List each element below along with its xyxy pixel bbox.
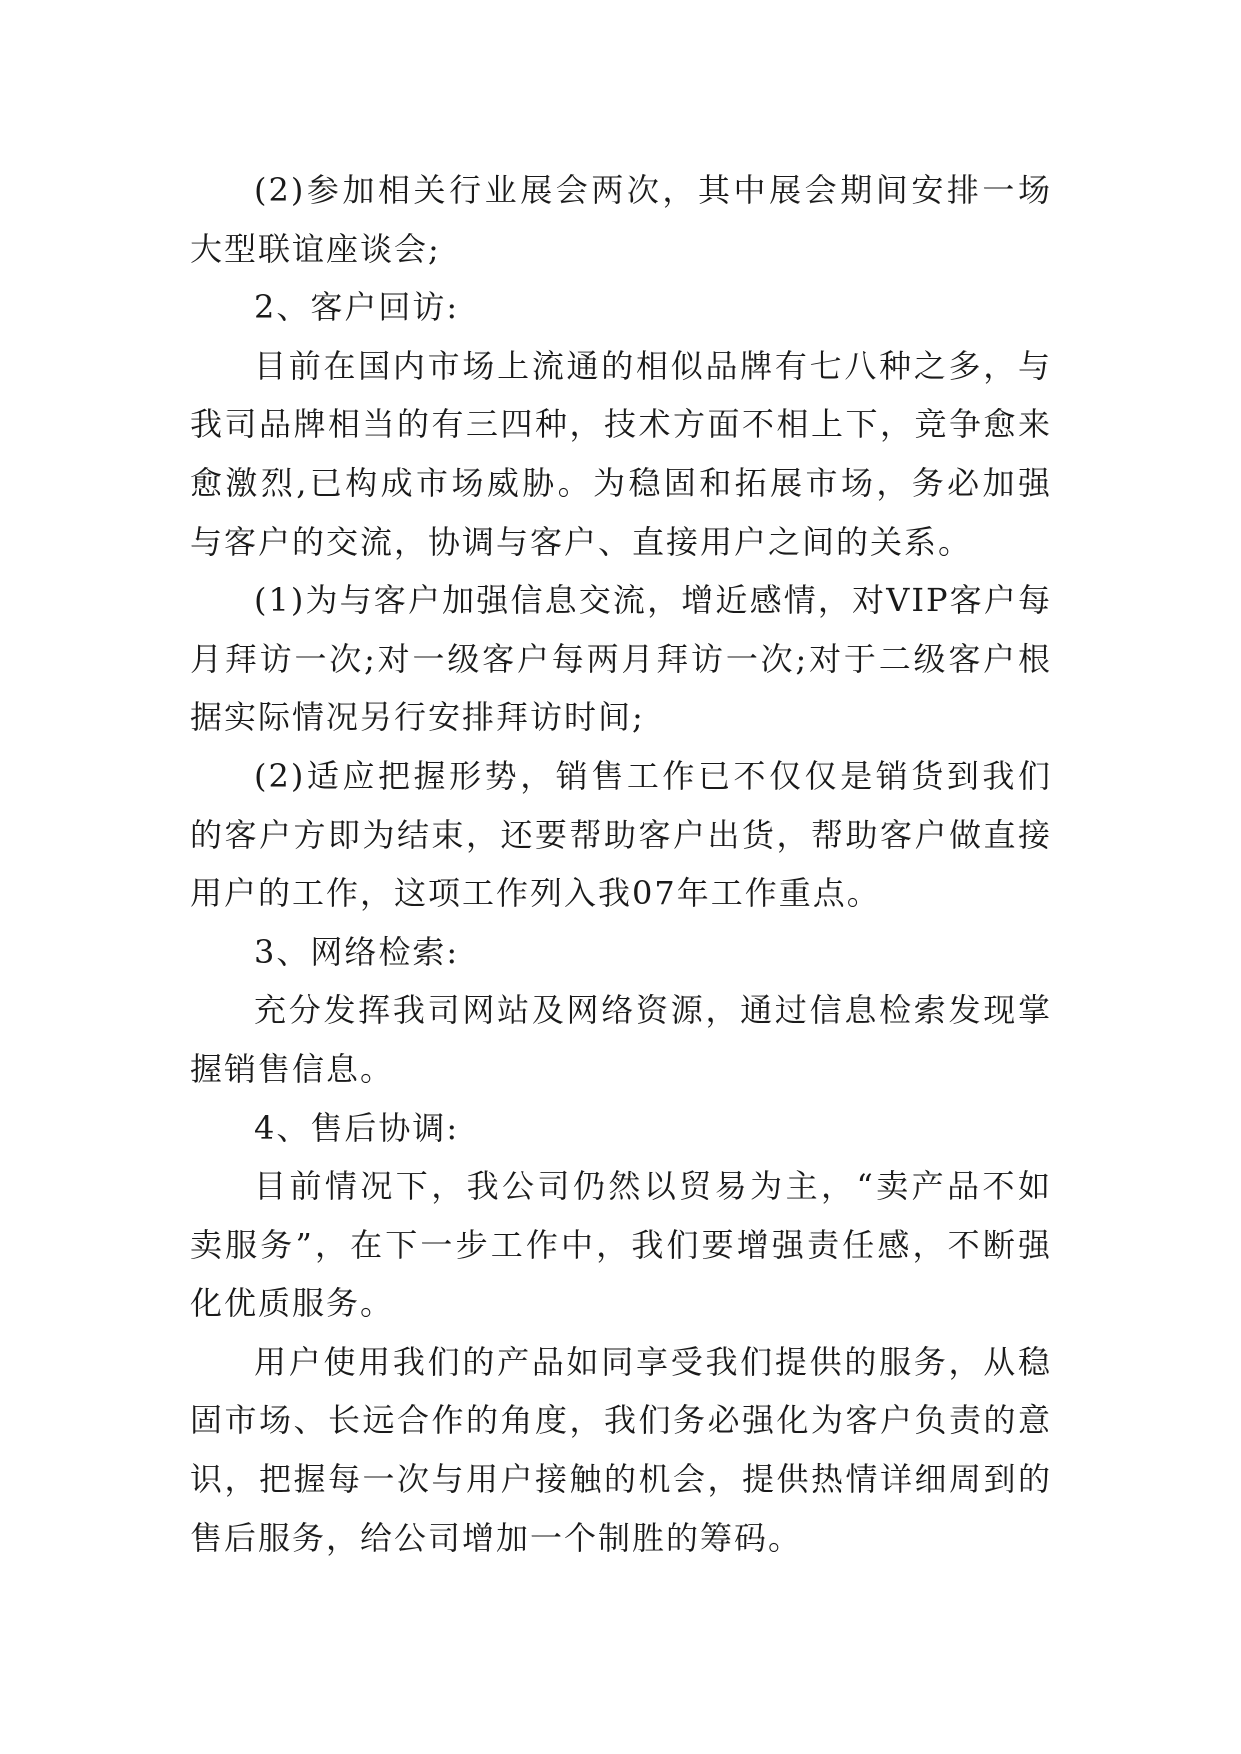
paragraph-exhibition: (2)参加相关行业展会两次，其中展会期间安排一场大型联谊座谈会; [190,171,1052,268]
heading-customer-visits: 2、客户回访: [254,288,460,327]
paragraph-market-situation: 目前在国内市场上流通的相似品牌有七八种之多，与我司品牌相当的有三四种，技术方面不相上下，竞争愈来愈激烈,已构成市场威胁。为稳固和拓展市场，务必加强与客户的交流，协调与客户、直接用户之间的关系。 [190,346,1052,561]
paragraph-visit-schedule: (1)为与客户加强信息交流，增近感情，对VIP客户每月拜访一次;对一级客户每两月拜访一次;对于二级客户根据实际情况另行安排拜访时间; [190,581,1052,737]
paragraph-network-resources: 充分发挥我司网站及网络资源，通过信息检索发现掌握销售信息。 [190,991,1052,1088]
paragraph-user-service: 用户使用我们的产品如同享受我们提供的服务，从稳固市场、长远合作的角度，我们务必强化为客户负责的意识，把握每一次与用户接触的机会，提供热情详细周到的售后服务，给公司增加一个制胜的筹码。 [190,1342,1052,1557]
paragraph-service-focus: 目前情况下，我公司仍然以贸易为主，“卖产品不如卖服务”，在下一步工作中，我们要增强责任感，不断强化优质服务。 [190,1167,1052,1323]
paragraph-sales-work: (2)适应把握形势，销售工作已不仅仅是销货到我们的客户方即为结束，还要帮助客户出货，帮助客户做直接用户的工作，这项工作列入我07年工作重点。 [190,756,1052,913]
heading-after-sales: 4、售后协调: [254,1108,460,1147]
document-body [190,161,1052,1567]
heading-network-search: 3、网络检索: [254,932,460,971]
